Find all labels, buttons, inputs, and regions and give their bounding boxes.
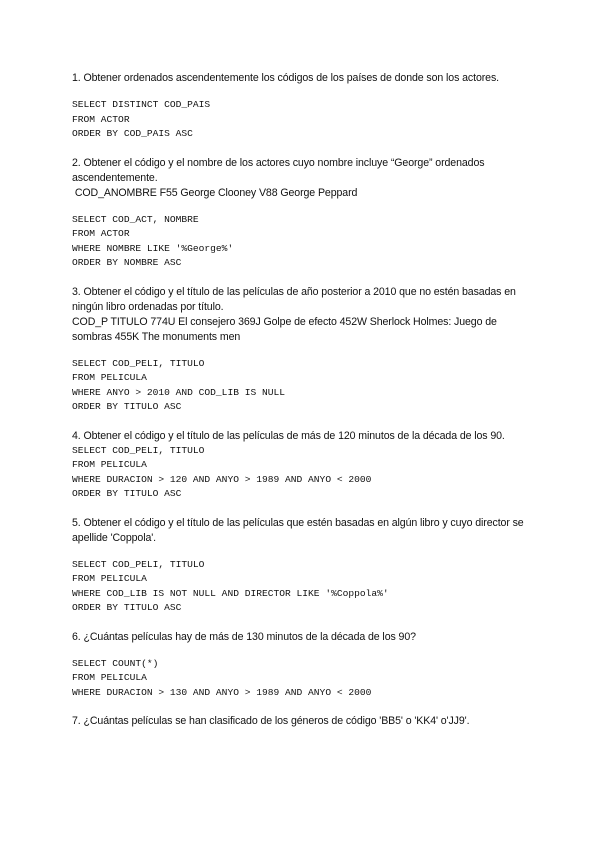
sql-block-1: [72, 98, 532, 142]
sql-line: WHERE DURACION > 130 AND ANYO > 1989 AND ANYO < 2000: [72, 686, 372, 698]
sql-block-3: [72, 357, 532, 415]
sql-line: ORDER BY TITULO ASC: [72, 488, 182, 499]
sql-line: WHERE DURACION > 120 AND ANYO > 1989 AND ANYO < 2000: [72, 473, 372, 485]
sql-line: WHERE NOMBRE LIKE '%George%': [72, 242, 234, 254]
sql-block-4: [72, 444, 532, 502]
sql-line: SELECT COD_PELI, TITULO: [72, 558, 205, 570]
sql-block-6: [72, 657, 532, 701]
sql-line: WHERE ANYO > 2010 AND COD_LIB IS NULL: [72, 386, 286, 398]
document-content: [72, 71, 532, 729]
sql-line: SELECT COUNT(*): [72, 657, 159, 669]
question-7: 7. ¿Cuántas películas se han clasificado de los géneros de código 'BB5' o 'KK4' o'JJ9'.: [72, 715, 470, 727]
sql-line: FROM PELICULA: [72, 372, 147, 383]
sql-line: ORDER BY TITULO ASC: [72, 602, 182, 613]
question-5: 5. Obtener el código y el título de las películas que estén basadas en algún libro y cuyo director se apellide 'Coppola'.: [72, 516, 524, 544]
sql-line: FROM ACTOR: [72, 228, 130, 239]
sql-line: FROM ACTOR: [72, 113, 130, 125]
sql-block-5: [72, 558, 532, 616]
sql-block-2: [72, 213, 532, 271]
sql-line: FROM PELICULA: [72, 672, 147, 683]
question-1: 1. Obtener ordenados ascendentemente los códigos de los países de donde son los actores.: [72, 72, 500, 84]
question-6: 6. ¿Cuántas películas hay de más de 130 minutos de la década de los 90?: [72, 630, 416, 643]
result-note-2: COD_ANOMBRE F55 George Clooney V88 George Peppard: [72, 186, 358, 199]
result-note-3: COD_P TITULO 774U El consejero 369J Golpe de efecto 452W Sherlock Holmes: Juego de sombras 455K The monuments men: [72, 315, 497, 343]
sql-line: WHERE COD_LIB IS NOT NULL AND DIRECTOR LIKE '%Coppola%': [72, 587, 389, 599]
sql-line: FROM PELICULA: [72, 459, 147, 470]
sql-line: ORDER BY NOMBRE ASC: [72, 257, 182, 268]
question-2: 2. Obtener el código y el nombre de los actores cuyo nombre incluye “George” ordenados ascendentemente.: [72, 156, 485, 184]
sql-line: SELECT COD_PELI, TITULO: [72, 444, 205, 456]
sql-line: SELECT COD_PELI, TITULO: [72, 357, 205, 369]
sql-line: ORDER BY TITULO ASC: [72, 401, 182, 412]
sql-line: SELECT DISTINCT COD_PAIS: [72, 99, 211, 110]
sql-line: FROM PELICULA: [72, 573, 147, 584]
question-3: 3. Obtener el código y el título de las películas de año posterior a 2010 que no estén basadas en ningún libro ordenadas por título.: [72, 285, 516, 313]
sql-line: ORDER BY COD_PAIS ASC: [72, 128, 193, 139]
sql-line: SELECT COD_ACT, NOMBRE: [72, 213, 199, 225]
question-4: 4. Obtener el código y el título de las películas de más de 120 minutos de la década de los 90.: [72, 429, 505, 442]
